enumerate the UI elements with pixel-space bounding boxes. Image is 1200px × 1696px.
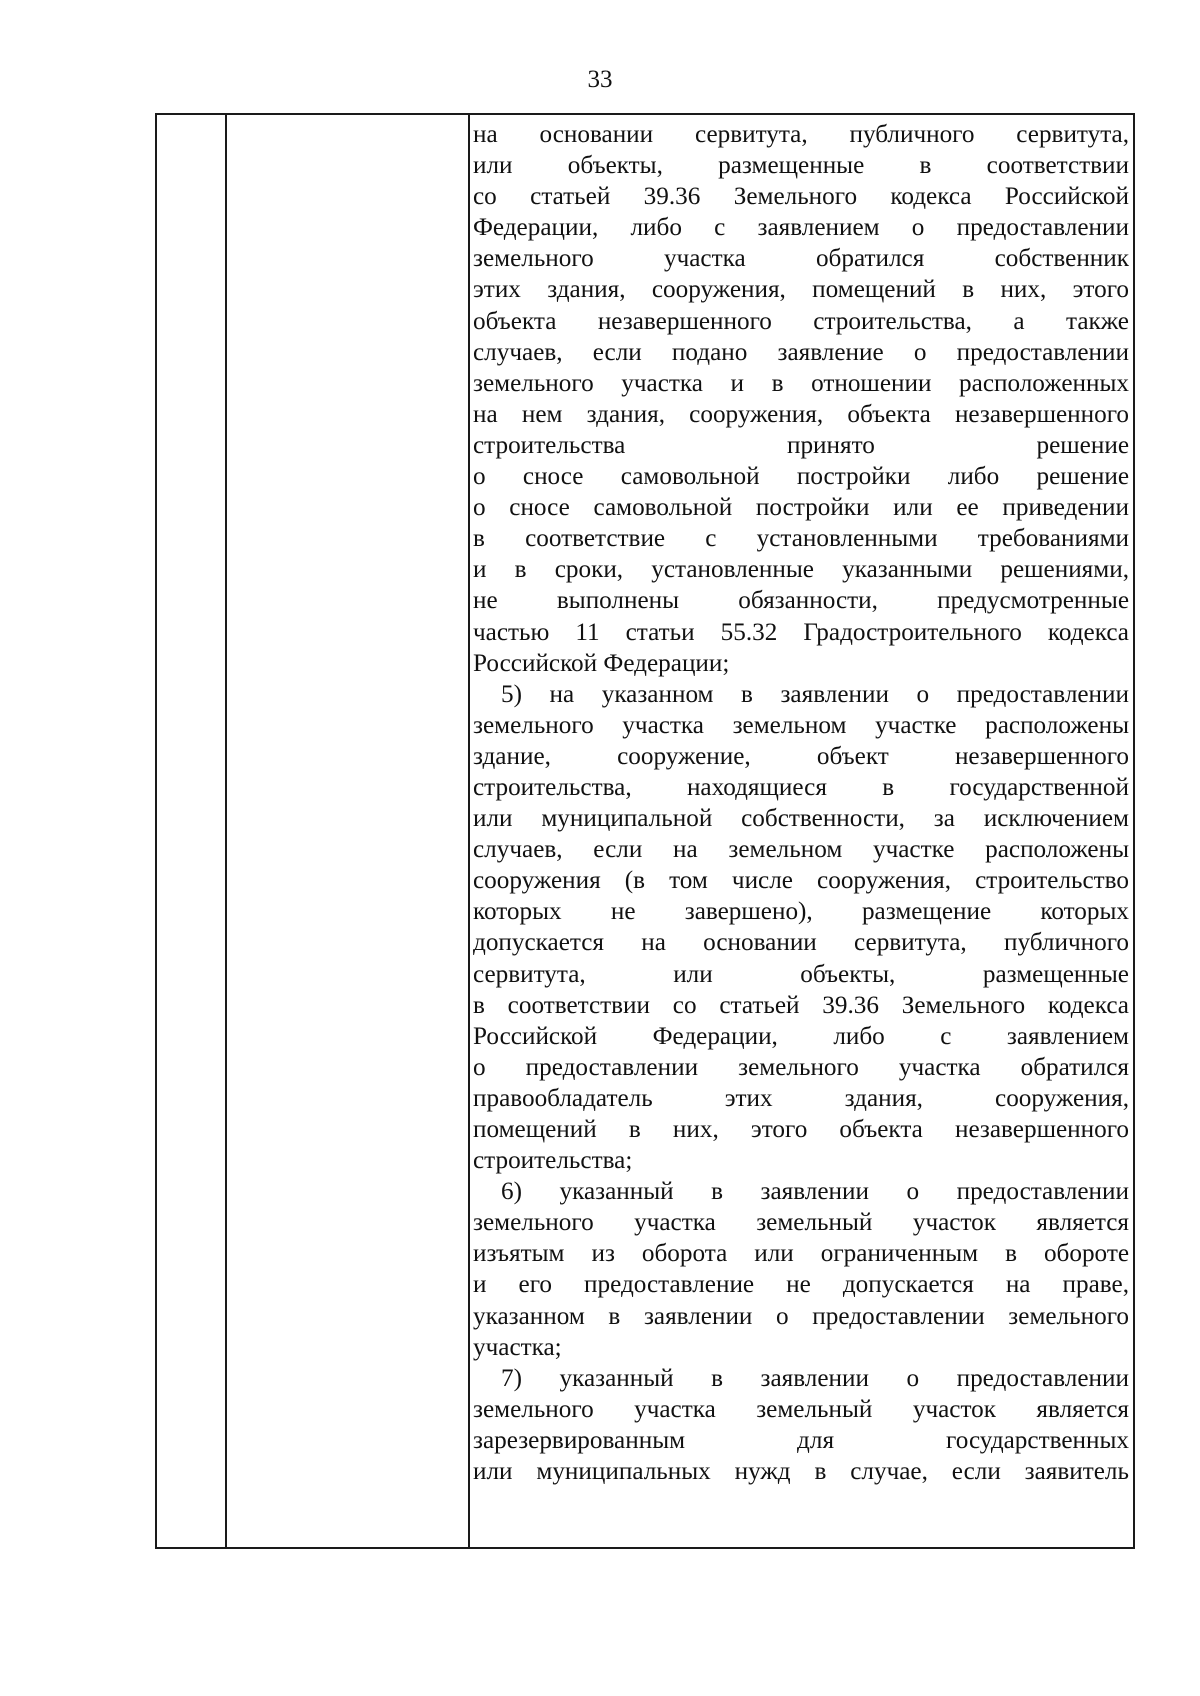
text-line: помещений в них, этого объекта незавершенного	[473, 1116, 1129, 1143]
text-cell	[473, 119, 1129, 1543]
text-line: 6) указанный в заявлении о предоставлении	[501, 1178, 1129, 1206]
text-line: случаев, если подано заявление о предоставлении	[473, 338, 1129, 366]
text-line: о сносе самовольной постройки либо решение	[473, 463, 1129, 491]
text-line: или муниципальной собственности, за исключением	[473, 805, 1129, 833]
document-table	[155, 113, 1135, 1549]
text-line: о сносе самовольной постройки или ее приведении	[473, 494, 1129, 522]
text-line: частью 11 статьи 55.32 Градостроительного кодекса	[473, 618, 1129, 646]
text-line: и его предоставление не допускается на праве,	[473, 1271, 1129, 1299]
text-line: изъятым из оборота или ограниченным в обороте	[473, 1240, 1129, 1268]
text-line: здание, сооружение, объект незавершенного	[473, 742, 1129, 770]
text-line: в соответствие с установленными требованиями	[473, 525, 1129, 553]
text-line: строительства, находящиеся в государственной	[473, 773, 1129, 801]
text-line: на основании сервитута, публичного сервитута,	[473, 121, 1129, 148]
text-line: или муниципальных нужд в случае, если заявитель	[473, 1458, 1129, 1486]
text-line: земельного участка земельный участок является	[473, 1209, 1129, 1237]
text-line: этих здания, сооружения, помещений в них, этого	[473, 276, 1129, 304]
text-line: объекта незавершенного строительства, а также	[473, 307, 1129, 335]
text-line: 7) указанный в заявлении о предоставлении	[501, 1364, 1129, 1392]
text-line: строительства принято решение	[473, 431, 1129, 459]
text-line: правообладатель этих здания, сооружения,	[473, 1084, 1129, 1112]
text-line: зарезервированным для государственных	[473, 1426, 1129, 1454]
text-line: указанном в заявлении о предоставлении земельного	[473, 1302, 1129, 1330]
text-line: на нем здания, сооружения, объекта незавершенного	[473, 400, 1129, 428]
text-line: которых не завершено), размещение которых	[473, 898, 1129, 926]
text-line: Российской Федерации, либо с заявлением	[473, 1022, 1129, 1050]
text-line: сервитута, или объекты, размещенные	[473, 960, 1129, 988]
text-line: в соответствии со статьей 39.36 Земельного кодекса	[473, 991, 1129, 1019]
text-line: земельного участка земельном участке расположены	[473, 711, 1129, 739]
text-line: или объекты, размещенные в соответствии	[473, 152, 1129, 180]
text-line: участка;	[473, 1333, 562, 1361]
text-line: строительства;	[473, 1147, 633, 1175]
page-number: 33	[587, 66, 613, 93]
text-line: Федерации, либо с заявлением о предоставлении	[473, 214, 1129, 242]
column-divider-1	[225, 115, 227, 1547]
text-line: о предоставлении земельного участка обратился	[473, 1053, 1129, 1081]
column-divider-2	[468, 115, 470, 1547]
text-line: со статьей 39.36 Земельного кодекса Российской	[473, 183, 1129, 211]
text-line: и в сроки, установленные указанными решениями,	[473, 556, 1129, 584]
text-line: сооружения (в том числе сооружения, строительство	[473, 867, 1129, 895]
text-line: земельного участка земельный участок является	[473, 1395, 1129, 1423]
text-line: 5) на указанном в заявлении о предоставлении	[501, 680, 1129, 708]
text-line: не выполнены обязанности, предусмотренные	[473, 587, 1129, 615]
text-line: земельного участка и в отношении расположенных	[473, 369, 1129, 397]
text-line: случаев, если на земельном участке расположены	[473, 836, 1129, 864]
text-line: допускается на основании сервитута, публичного	[473, 929, 1129, 957]
text-line: земельного участка обратился собственник	[473, 245, 1129, 273]
text-line: Российской Федерации;	[473, 649, 730, 677]
